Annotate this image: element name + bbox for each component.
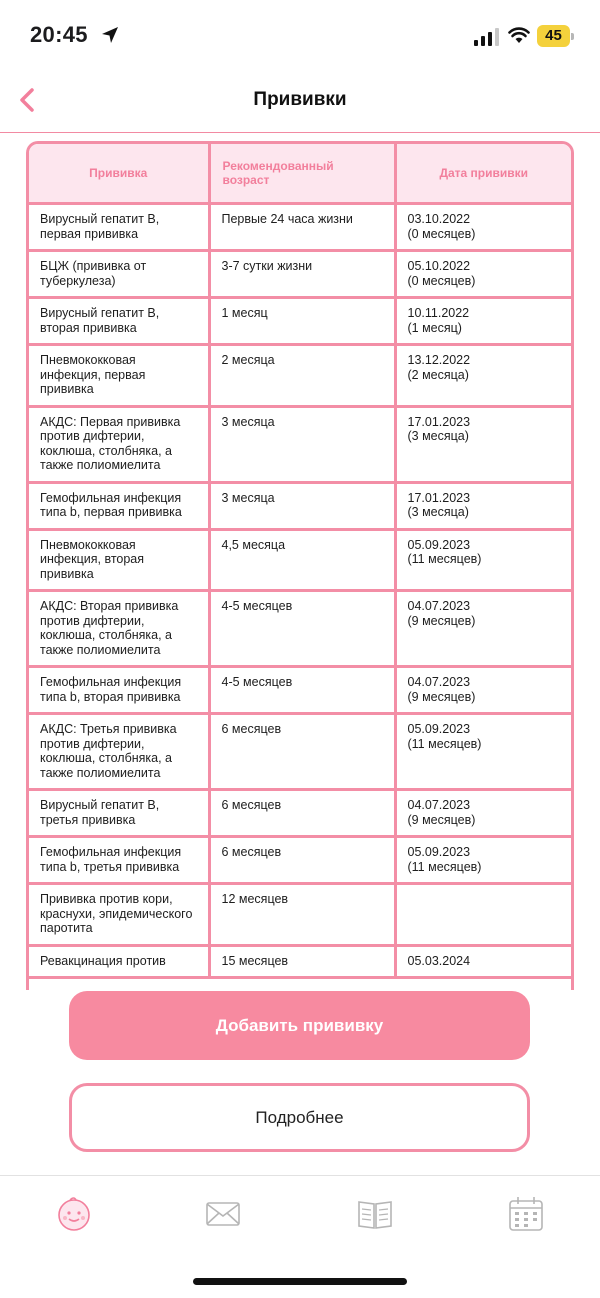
vaccine-name: Пневмококковая инфекция, первая прививка [29, 345, 209, 407]
vaccination-age-note: (3 месяца) [407, 505, 469, 519]
vaccination-date: 04.07.2023 [407, 599, 471, 613]
recommended-age: 3 месяца [209, 482, 395, 529]
vaccination-date-cell [395, 251, 571, 298]
recommended-age: Первые 24 часа жизни [209, 204, 395, 251]
vaccination-date: 05.03.2024 [407, 953, 471, 968]
table-row[interactable] [29, 298, 571, 345]
vaccine-name: Гемофильная инфекция типа b, первая прививка [29, 482, 209, 529]
vaccination-date: 17.01.2023 [407, 414, 471, 429]
recommended-age: 4-5 месяцев [209, 667, 395, 714]
vaccine-name: Гемофильная инфекция типа b, вторая прививка [29, 667, 209, 714]
vaccine-name: АКДС: Третья прививка против дифтерии, коклюша, столбняка, а также полиомиелита [29, 714, 209, 790]
table-row[interactable] [29, 345, 571, 407]
table-row[interactable] [29, 667, 571, 714]
battery-level: 45 [537, 25, 570, 47]
battery-icon [537, 25, 573, 47]
location-arrow-icon [101, 26, 119, 44]
vaccination-age-note: (2 месяца) [407, 367, 469, 382]
vaccination-date: 13.12.2022 [407, 353, 471, 367]
vaccination-age-note: (9 месяцев) [407, 812, 476, 827]
vaccination-age-note: (9 месяцев) [407, 613, 476, 628]
home-indicator [193, 1278, 407, 1285]
vaccine-name: Гемофильная инфекция типа b, третья прививка [29, 837, 209, 884]
page-title: Прививки [253, 89, 347, 110]
vaccine-name: Вирусный гепатит B, третья прививка [29, 790, 209, 837]
vaccination-age-note: (11 месяцев) [407, 736, 482, 751]
recommended-age: 4-5 месяцев [209, 591, 395, 667]
vaccine-name: АКДС: Вторая прививка против дифтерии, коклюша, столбняка, а также полиомиелита [29, 591, 209, 667]
vaccine-name: Вирусный гепатит B, первая прививка [29, 204, 209, 251]
vaccination-date-cell [395, 790, 571, 837]
vaccination-age-note: (0 месяцев) [407, 226, 476, 241]
cellular-signal-icon [474, 27, 500, 47]
vaccination-date: 04.07.2023 [407, 798, 471, 812]
vaccination-date-cell [395, 591, 571, 667]
header-vaccination-date: Дата прививки [395, 144, 571, 204]
vaccination-date-cell [395, 406, 571, 482]
recommended-age: 3-7 сутки жизни [209, 251, 395, 298]
recommended-age: 6 месяцев [209, 790, 395, 837]
add-vaccination-button[interactable]: Добавить прививку [69, 991, 530, 1060]
status-time: 20:45 [30, 22, 88, 47]
table-row[interactable] [29, 204, 571, 251]
vaccination-age-note: (11 месяцев) [407, 859, 482, 874]
table-row[interactable] [29, 406, 571, 482]
vaccination-date-cell [395, 345, 571, 407]
book-icon[interactable] [355, 1194, 395, 1234]
vaccine-name: Прививка против кори, краснухи, эпидемического паротита [29, 884, 209, 946]
vaccination-date-cell [395, 945, 571, 978]
table-row[interactable] [29, 482, 571, 529]
vaccination-age-note: (9 месяцев) [407, 689, 476, 704]
vaccination-date-cell [395, 298, 571, 345]
vaccination-date: 05.10.2022 [407, 259, 471, 273]
vaccine-name: Ревакцинация против [29, 945, 209, 978]
vaccination-date: 05.09.2023 [407, 722, 471, 736]
vaccination-date: 05.09.2023 [407, 845, 471, 859]
table-row[interactable] [29, 884, 571, 946]
recommended-age: 6 месяцев [209, 837, 395, 884]
table-row[interactable] [29, 837, 571, 884]
vaccination-table[interactable] [26, 141, 574, 990]
vaccination-date-cell [395, 714, 571, 790]
vaccination-date: 03.10.2022 [407, 212, 471, 226]
vaccine-name: Пневмококковая инфекция, вторая прививка [29, 529, 209, 591]
vaccination-age-note: (1 месяц) [407, 320, 462, 335]
header-recommended-age: Рекомендованный возраст [209, 144, 395, 204]
recommended-age: 6 месяцев [209, 714, 395, 790]
vaccination-date-cell [395, 837, 571, 884]
vaccination-age-note: (0 месяцев) [407, 273, 476, 288]
table-header-row [29, 144, 571, 204]
vaccination-date-cell [395, 667, 571, 714]
vaccination-age-note: (3 месяца) [407, 429, 469, 443]
vaccination-age-note: (11 месяцев) [407, 552, 482, 566]
table-row[interactable] [29, 591, 571, 667]
vaccination-date-cell [395, 204, 571, 251]
vaccination-date: 17.01.2023 [407, 490, 471, 505]
wifi-icon [508, 25, 530, 45]
recommended-age: 12 месяцев [209, 884, 395, 946]
table-row[interactable] [29, 945, 571, 978]
recommended-age: 15 месяцев [209, 945, 395, 978]
table-row[interactable] [29, 714, 571, 790]
vaccination-date-cell [395, 529, 571, 591]
vaccination-date-cell [395, 482, 571, 529]
recommended-age: 3 месяца [209, 406, 395, 482]
vaccination-date: 04.07.2023 [407, 675, 471, 689]
details-button[interactable]: Подробнее [69, 1083, 530, 1152]
recommended-age: 1 месяц [209, 298, 395, 345]
table-row[interactable] [29, 790, 571, 837]
calendar-icon[interactable] [506, 1194, 546, 1234]
envelope-icon[interactable] [203, 1194, 243, 1234]
baby-face-icon[interactable] [54, 1194, 94, 1234]
navigation-bar [0, 72, 600, 133]
status-bar [0, 0, 600, 72]
vaccine-name: Вирусный гепатит B, вторая прививка [29, 298, 209, 345]
vaccine-name: АКДС: Первая прививка против дифтерии, коклюша, столбняка, а также полиомиелита [29, 406, 209, 482]
vaccination-date: 05.09.2023 [407, 537, 471, 552]
table-row[interactable] [29, 251, 571, 298]
header-vaccine: Прививка [29, 144, 209, 204]
table-row[interactable] [29, 529, 571, 591]
vaccine-name: БЦЖ (прививка от туберкулеза) [29, 251, 209, 298]
recommended-age: 4,5 месяца [209, 529, 395, 591]
vaccination-date: 10.11.2022 [407, 306, 470, 320]
vaccination-date-cell [395, 884, 571, 946]
recommended-age: 2 месяца [209, 345, 395, 407]
